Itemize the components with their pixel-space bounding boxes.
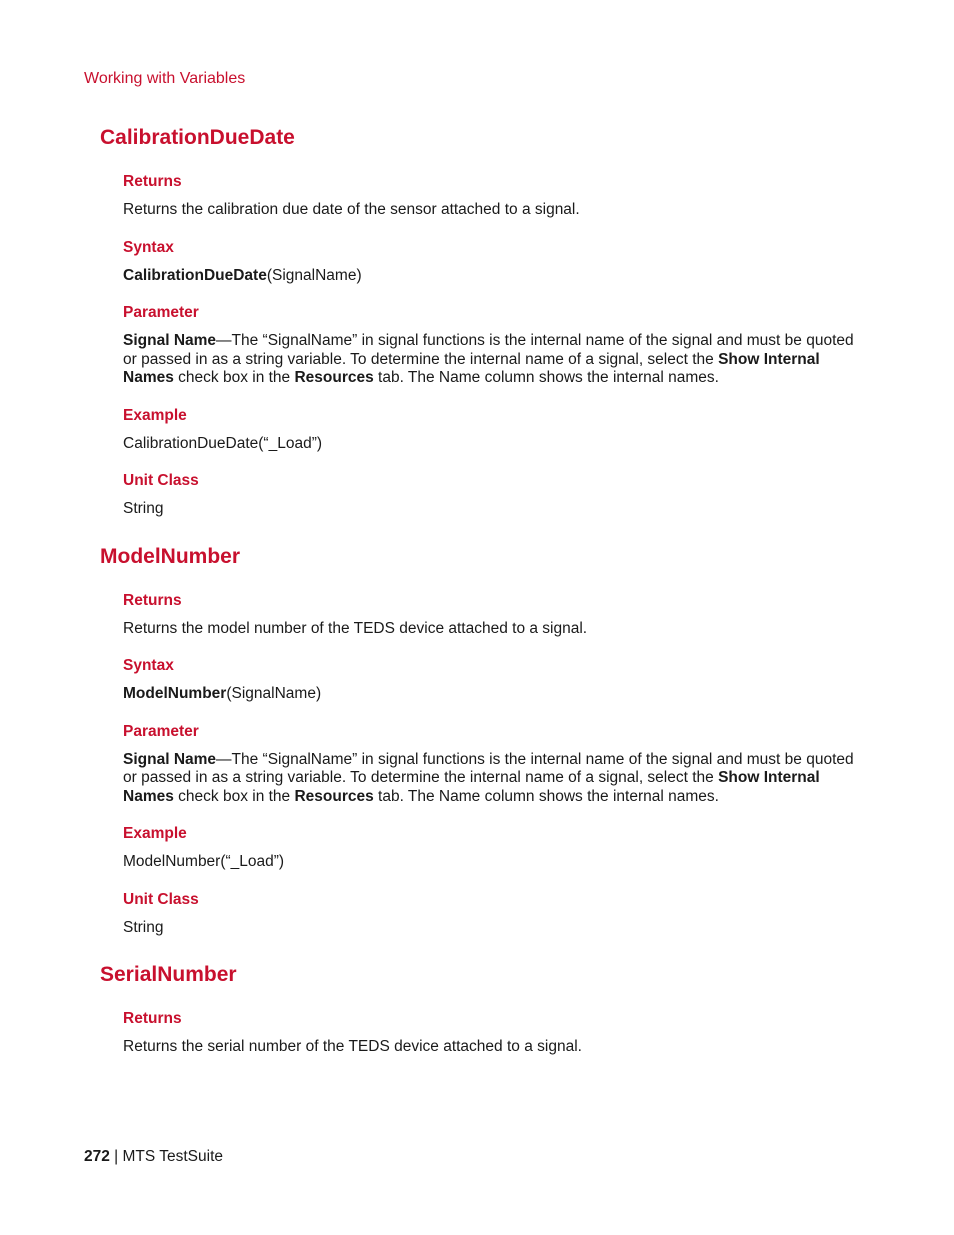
returns-text: Returns the model number of the TEDS device attached to a signal. <box>123 619 588 637</box>
returns-heading: Returns <box>123 591 182 609</box>
unit-class-block <box>123 471 860 519</box>
section-calibration-due-date <box>100 124 860 519</box>
section-model-number <box>100 543 860 938</box>
unit-class-block <box>123 890 860 938</box>
footer-product-name: MTS TestSuite <box>122 1148 224 1165</box>
section-serial-number <box>100 961 860 1057</box>
unit-class-heading: Unit Class <box>123 890 199 908</box>
returns-heading: Returns <box>123 173 182 190</box>
parameter-block <box>123 303 860 388</box>
section-title: SerialNumber <box>100 963 237 986</box>
example-heading: Example <box>123 406 187 424</box>
example-text: ModelNumber(“_Load”) <box>123 853 285 870</box>
footer-separator: | <box>109 1148 123 1165</box>
syntax-block <box>123 238 860 286</box>
unit-class-heading: Unit Class <box>123 472 199 489</box>
syntax-text <box>123 267 860 286</box>
syntax-text <box>123 685 860 704</box>
show-internal-names-label: Show Internal Names <box>123 350 820 386</box>
page-footer <box>84 1148 223 1166</box>
returns-block <box>123 172 860 220</box>
parameter-desc-2: check box in the <box>173 369 295 386</box>
returns-block <box>123 591 860 639</box>
returns-text: Returns the calibration due date of the sensor attached to a signal. <box>123 201 580 218</box>
parameter-text <box>123 751 860 807</box>
parameter-desc-1: —The “SignalName” in signal functions is the internal name of the signal and must be quoted or passed in as a string variable. To determine the internal name of a signal, select the <box>123 332 854 368</box>
parameter-heading: Parameter <box>123 304 199 321</box>
show-internal-names-label: Show Internal Names <box>123 769 820 805</box>
example-heading: Example <box>123 825 187 842</box>
section-title: CalibrationDueDate <box>100 126 295 149</box>
syntax-arguments: (SignalName) <box>226 685 322 702</box>
returns-heading: Returns <box>123 1010 182 1027</box>
parameter-desc-1: —The “SignalName” in signal functions is the internal name of the signal and must be quoted or passed in as a string variable. To determine the internal name of a signal, select the <box>123 750 854 786</box>
returns-block <box>123 1009 860 1057</box>
example-block <box>123 406 860 454</box>
parameter-desc-3: tab. The Name column shows the internal names. <box>373 369 719 386</box>
parameter-desc-2: check box in the <box>173 787 295 805</box>
section-title: ModelNumber <box>100 544 241 568</box>
page-number: 272 <box>84 1148 110 1165</box>
unit-class-text: String <box>123 500 164 517</box>
page-content <box>100 124 860 1075</box>
example-block <box>123 824 860 872</box>
example-text: CalibrationDueDate(“_Load”) <box>123 434 323 452</box>
parameter-text <box>123 332 860 388</box>
resources-tab-label: Resources <box>294 369 374 386</box>
parameter-desc-3: tab. The Name column shows the internal names. <box>373 787 719 805</box>
syntax-heading: Syntax <box>123 657 174 674</box>
syntax-function-name: ModelNumber <box>123 685 227 702</box>
running-header: Working with Variables <box>84 70 246 87</box>
parameter-heading: Parameter <box>123 722 199 740</box>
returns-text: Returns the serial number of the TEDS device attached to a signal. <box>123 1038 582 1055</box>
parameter-name: Signal Name <box>123 750 217 768</box>
unit-class-text: String <box>123 918 164 936</box>
syntax-block <box>123 656 860 704</box>
syntax-heading: Syntax <box>123 238 174 256</box>
syntax-arguments: (SignalName) <box>266 266 362 284</box>
parameter-name: Signal Name <box>123 332 217 349</box>
syntax-function-name: CalibrationDueDate <box>123 266 267 284</box>
resources-tab-label: Resources <box>294 787 374 805</box>
parameter-block <box>123 722 860 807</box>
